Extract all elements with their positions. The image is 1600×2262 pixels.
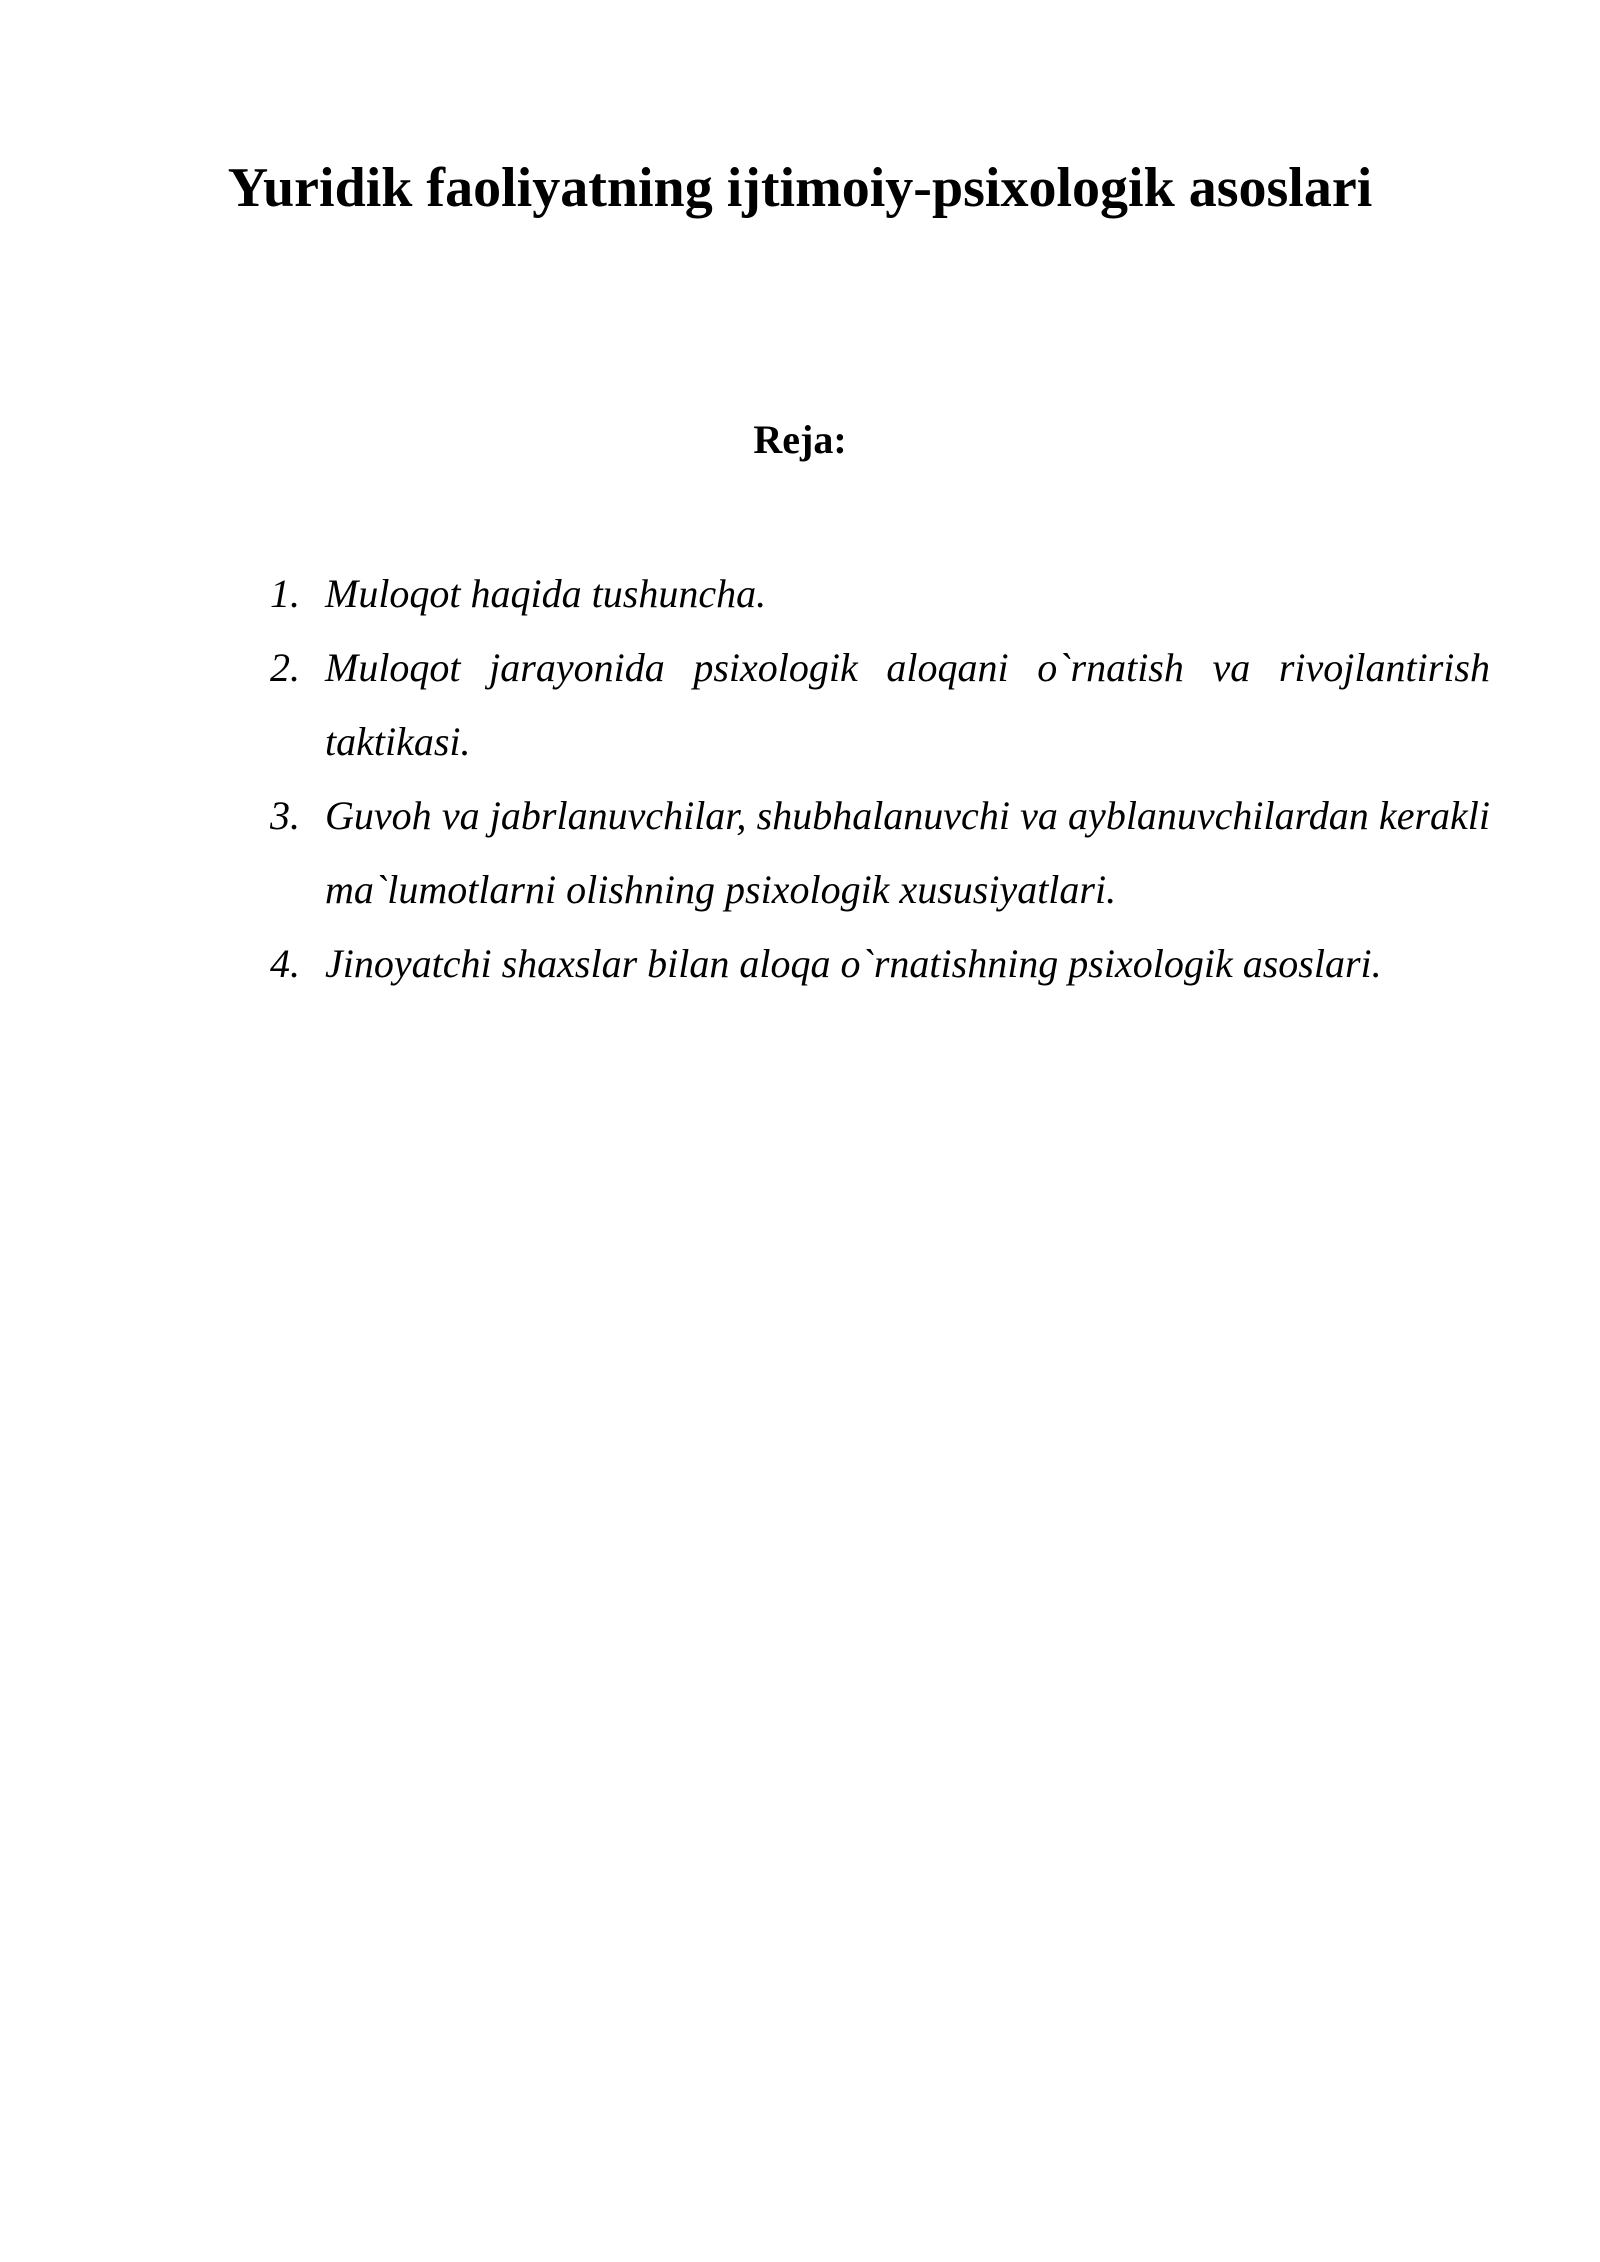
plan-item-text: Muloqot haqida tushuncha. xyxy=(325,571,767,616)
plan-item-4 xyxy=(270,927,1490,1001)
plan-heading: Reja: xyxy=(753,417,847,462)
plan-item-1 xyxy=(270,557,1490,631)
plan-item-text: Guvoh va jabrlanuvchilar, shubhalanuvchi va ayblanuvchilardan kerakli ma`lumotlarni olishning psixologik xususiyatlari. xyxy=(325,793,1490,912)
plan-item-2 xyxy=(270,631,1490,779)
plan-item-number: 2. xyxy=(270,645,300,690)
plan-item-number: 1. xyxy=(270,571,300,616)
plan-item-text: Jinoyatchi shaxslar bilan aloqa o`rnatishning psixologik asoslari. xyxy=(325,941,1382,986)
plan-item-number: 3. xyxy=(270,793,300,838)
document-title: Yuridik faoliyatning ijtimoiy-psixologik asoslari xyxy=(227,157,1373,219)
plan-item-number: 4. xyxy=(270,941,300,986)
plan-list xyxy=(270,557,1490,1001)
plan-item-3 xyxy=(270,779,1490,927)
plan-item-text: Muloqot jarayonida psixologik aloqani o`rnatish va rivojlantirish taktikasi. xyxy=(325,645,1490,764)
